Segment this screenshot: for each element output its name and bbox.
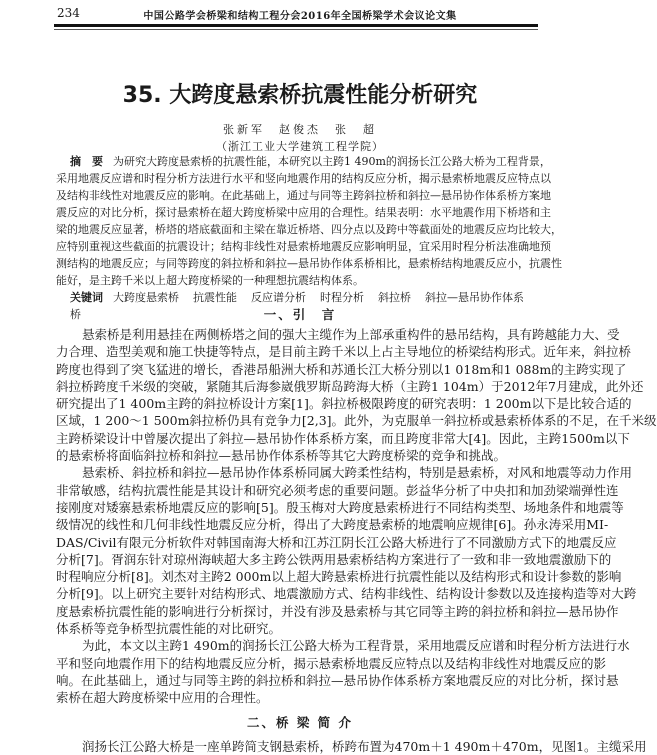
paragraph-line: 响。在此基础上，通过与同等主跨的斜拉桥和斜拉—悬吊协作体系桥方案地震反应的对比分析，探讨悬: [56, 672, 619, 688]
running-header: 中国公路学会桥梁和结构工程分会2016年全国桥梁学术会议论文集: [143, 11, 457, 22]
keywords-label: 关键词: [70, 291, 103, 304]
abstract-line: 测结构的地震反应；与同等跨度的斜拉桥和斜拉—悬吊协作体系桥相比，悬索桥结构地震反应小，抗震性: [56, 257, 562, 270]
paragraph-line: 度悬索桥抗震性能的影响进行分析探讨，并没有涉及悬索桥与其它同等主跨的斜拉桥和斜拉—悬吊协作: [56, 603, 619, 619]
paragraph-line: 分析[7]。胥润东针对琼州海峡超大多主跨公铁两用悬索桥结构方案进行了一致和非一致地震激励下的: [56, 551, 612, 567]
keyword: 抗震性能: [193, 291, 237, 304]
paragraph-line: 平和竖向地震作用下的结构地震反应分析，揭示悬索桥地震反应特点以及结构非线性对地震反应的影: [56, 655, 607, 671]
keyword: 反应谱分析: [251, 291, 306, 304]
abstract-line: 采用地震反应谱和时程分析方法进行水平和竖向地震作用的结构反应分析，揭示悬索桥地震反应特点以: [56, 172, 551, 185]
section-heading-bridge-overview: 二、桥 梁 简 介: [246, 715, 354, 730]
keyword: 大跨度悬索桥: [113, 291, 179, 304]
paper-title: 35. 大跨度悬索桥抗震性能分析研究: [122, 83, 478, 108]
keyword: 斜拉桥: [378, 291, 411, 304]
introduction-body: [56, 326, 657, 707]
paragraph-line: 润扬长江公路大桥是一座单跨简支钢悬索桥，桥跨布置为470m＋1 490m＋470m，见图1。主缆采用: [82, 739, 647, 754]
page-number: 234: [57, 6, 80, 20]
paragraph-line: 体系桥等竞争桥型抗震性能的对比研究。: [56, 621, 282, 637]
paragraph-line: 主跨桥梁设计中曾屡次提出了斜拉—悬吊协作体系桥方案，而且跨度非常大[4]。因此，主跨1500m以下: [56, 430, 630, 446]
paragraph-line: 时程响应分析[8]。刘杰对主跨2 000m以上超大跨悬索桥进行抗震性能以及结构形式和设计参数的影响: [56, 569, 622, 585]
paragraph-line: 级情况的线性和几何非线性地震反应分析，得出了大跨度悬索桥的地震响应规律[6]。孙永涛采用MI-: [56, 517, 609, 533]
abstract-line: 能好，是主跨千米以上超大跨度桥梁的一种理想抗震结构体系。: [56, 274, 364, 287]
section-heading-introduction: 一、引 言: [263, 307, 337, 322]
abstract-line: 震反应的对比分析，探讨悬索桥在超大跨度桥梁中应用的合理性。结果表明：水平地震作用下桥塔和主: [56, 206, 551, 219]
paragraph-line: 力合理、造型美观和施工快捷等特点，是目前主跨千米以上占主导地位的桥梁结构形式。近年来，斜拉桥: [56, 344, 632, 360]
paragraph-line: 悬索桥、斜拉桥和斜拉—悬吊协作体系桥同属大跨柔性结构，特别是悬索桥，对风和地震等动力作用: [82, 465, 633, 481]
abstract-label: 摘 要: [70, 155, 103, 168]
paragraph-line: 跨度也得到了突飞猛进的增长，香港昂船洲大桥和苏通长江大桥分别以1 018m和1 088m的主跨实现了: [56, 361, 627, 377]
paragraph-line: DAS/Civil有限元分析软件对韩国南海大桥和江苏江阴长江公路大桥进行了不同激励方式下的地震反应: [56, 534, 617, 550]
abstract: [56, 153, 562, 289]
paragraph-line: 研究提出了1 400m主跨的斜拉桥设计方案[1]。斜拉桥极限跨度的研究表明：1 200m以下是比较合适的: [56, 396, 632, 412]
authors: 张新军 赵俊杰 张 超: [223, 123, 377, 136]
abstract-line: [56, 153, 551, 170]
paragraph-line: 索桥在超大跨度桥梁中应用的合理性。: [56, 690, 269, 706]
paragraph-line: 接刚度对矮寨悬索桥地震反应的影响[5]。殷玉梅对大跨度悬索桥进行不同结构类型、场地条件和地震等: [56, 499, 624, 515]
abstract-line: 及结构非线性对地震反应的影响。在此基础上，通过与同等主跨斜拉桥和斜拉—悬吊协作体系桥方案地: [56, 189, 551, 202]
paragraph-line: 的悬索桥将面临斜拉桥和斜拉—悬吊协作体系桥等其它大跨度桥梁的竞争和挑战。: [56, 448, 507, 464]
paragraph-line: 分析[9]。以上研究主要针对结构形式、地震激励方式、结构非线性、结构设计参数以及连接构造等对大跨: [56, 586, 637, 602]
abstract-line: 应特别重视这些截面的抗震设计；结构非线性对悬索桥地震反应影响明显，宜采用时程分析法准确地预: [56, 240, 551, 253]
paragraph-line: 悬索桥是利用悬挂在两侧桥塔之间的强大主缆作为上部承重构件的悬吊结构，具有跨越能力大、受: [82, 327, 620, 342]
paragraph-line: 非常敏感，结构抗震性能是其设计和研究必须考虑的重要问题。彭益华分析了中央扣和加劲梁端弹性连: [56, 482, 619, 498]
keyword: 时程分析: [320, 291, 364, 304]
affiliation: （浙江工业大学建筑工程学院）: [216, 140, 384, 153]
paragraph-line: 为此，本文以主跨1 490m的润扬长江公路大桥为工程背景，采用地震反应谱和时程分析方法进行水: [82, 638, 630, 654]
paragraph-line: 斜拉桥跨度千米级的突破，紧随其后海参崴俄罗斯岛跨海大桥（主跨1 104m）于2012年7月建成，此外还: [56, 378, 644, 394]
paragraph-line: 区域，1 200～1 500m斜拉桥仍具有竞争力[2,3]。此外，为克服单一斜拉桥或悬索桥体系的不足，在千米级: [56, 413, 657, 429]
abstract-text: 为研究大跨度悬索桥的抗震性能，本研究以主跨1 490m的润扬长江公路大桥为工程背景，: [113, 155, 551, 168]
header-rule: [54, 24, 538, 27]
keyword: 斜拉—悬吊协作体系桥: [70, 291, 524, 321]
abstract-line: 梁的地震反应显著，桥塔的塔底截面和主梁在靠近桥塔、四分点以及跨中等截面处的地震反应均比较大，: [56, 223, 562, 236]
header-rule-thin: [54, 29, 538, 30]
